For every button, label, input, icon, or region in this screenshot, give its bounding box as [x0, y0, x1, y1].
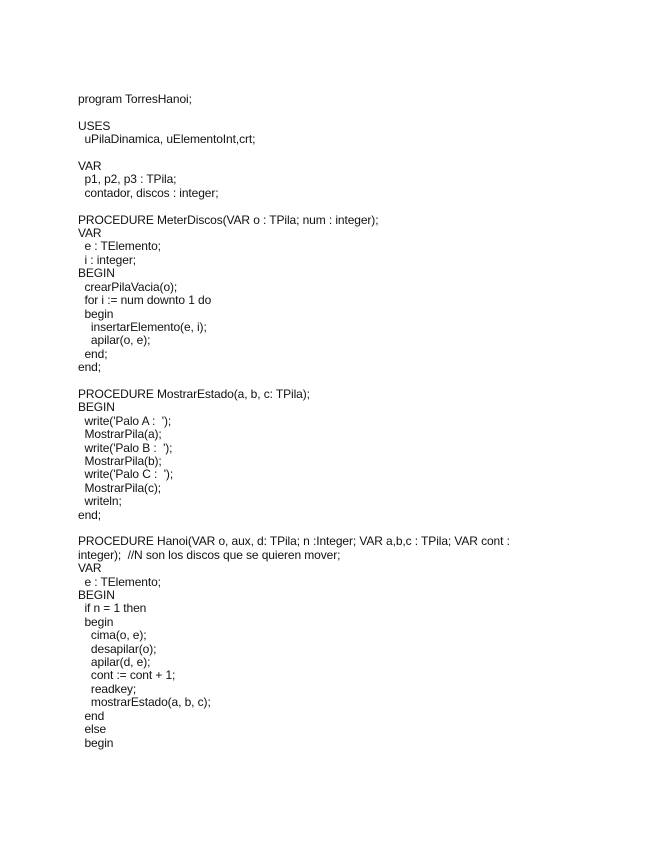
blank-line: [78, 522, 510, 535]
code-line: cont := cont + 1;: [78, 668, 176, 683]
code-line: BEGIN: [78, 400, 115, 415]
code-line: end;: [78, 507, 101, 522]
code-line: end;: [78, 346, 108, 361]
code-listing: [78, 93, 510, 750]
code-line: write('Palo C : ');: [78, 467, 174, 482]
code-line: VAR: [78, 561, 102, 576]
code-line: write('Palo B : ');: [78, 440, 173, 455]
code-line: PROCEDURE MostrarEstado(a, b, c: TPila);: [78, 386, 310, 401]
blank-line: [78, 106, 510, 119]
code-line: PROCEDURE MeterDiscos(VAR o : TPila; num : integer);: [78, 212, 379, 227]
code-line: mostrarEstado(a, b, c);: [78, 695, 211, 710]
blank-line: [78, 200, 510, 213]
blank-line: [78, 147, 510, 160]
code-line: begin: [78, 306, 114, 321]
code-line: begin: [78, 614, 114, 629]
code-line: MostrarPila(b);: [78, 453, 162, 468]
code-line: USES: [78, 118, 111, 133]
code-line: else: [78, 722, 107, 737]
code-line: uPilaDinamica, uElementoInt,crt;: [78, 132, 256, 147]
code-line: BEGIN: [78, 266, 115, 281]
code-line: readkey;: [78, 681, 137, 696]
code-line: VAR: [78, 226, 102, 241]
code-line: VAR: [78, 159, 102, 174]
code-line: for i := num downto 1 do: [78, 293, 212, 308]
code-line: e : TElemento;: [78, 574, 161, 589]
code-line: begin: [78, 735, 114, 750]
code-line: writeln;: [78, 494, 122, 509]
code-line: MostrarPila(c);: [78, 480, 161, 495]
code-line: end: [78, 708, 105, 723]
code-line: end;: [78, 360, 101, 375]
code-line: cima(o, e);: [78, 628, 147, 643]
blank-line: [78, 375, 510, 388]
code-line: e : TElemento;: [78, 239, 161, 254]
code-line: contador, discos : integer;: [78, 185, 219, 200]
code-line: apilar(o, e);: [78, 333, 151, 348]
code-line: apilar(d, e);: [78, 655, 151, 670]
code-line: write('Palo A : ');: [78, 413, 172, 428]
code-line: program TorresHanoi;: [78, 92, 192, 106]
code-line: integer); //N son los discos que se quieren mover;: [78, 547, 341, 562]
code-line: MostrarPila(a);: [78, 427, 162, 442]
code-line: crearPilaVacia(o);: [78, 279, 178, 294]
code-line: insertarElemento(e, i);: [78, 319, 207, 334]
code-line: p1, p2, p3 : TPila;: [78, 172, 177, 187]
code-line: PROCEDURE Hanoi(VAR o, aux, d: TPila; n :Integer; VAR a,b,c : TPila; VAR cont :: [78, 534, 510, 549]
code-line: i : integer;: [78, 252, 136, 267]
code-line: if n = 1 then: [78, 601, 147, 616]
code-line: BEGIN: [78, 588, 115, 603]
code-line: desapilar(o);: [78, 641, 157, 656]
